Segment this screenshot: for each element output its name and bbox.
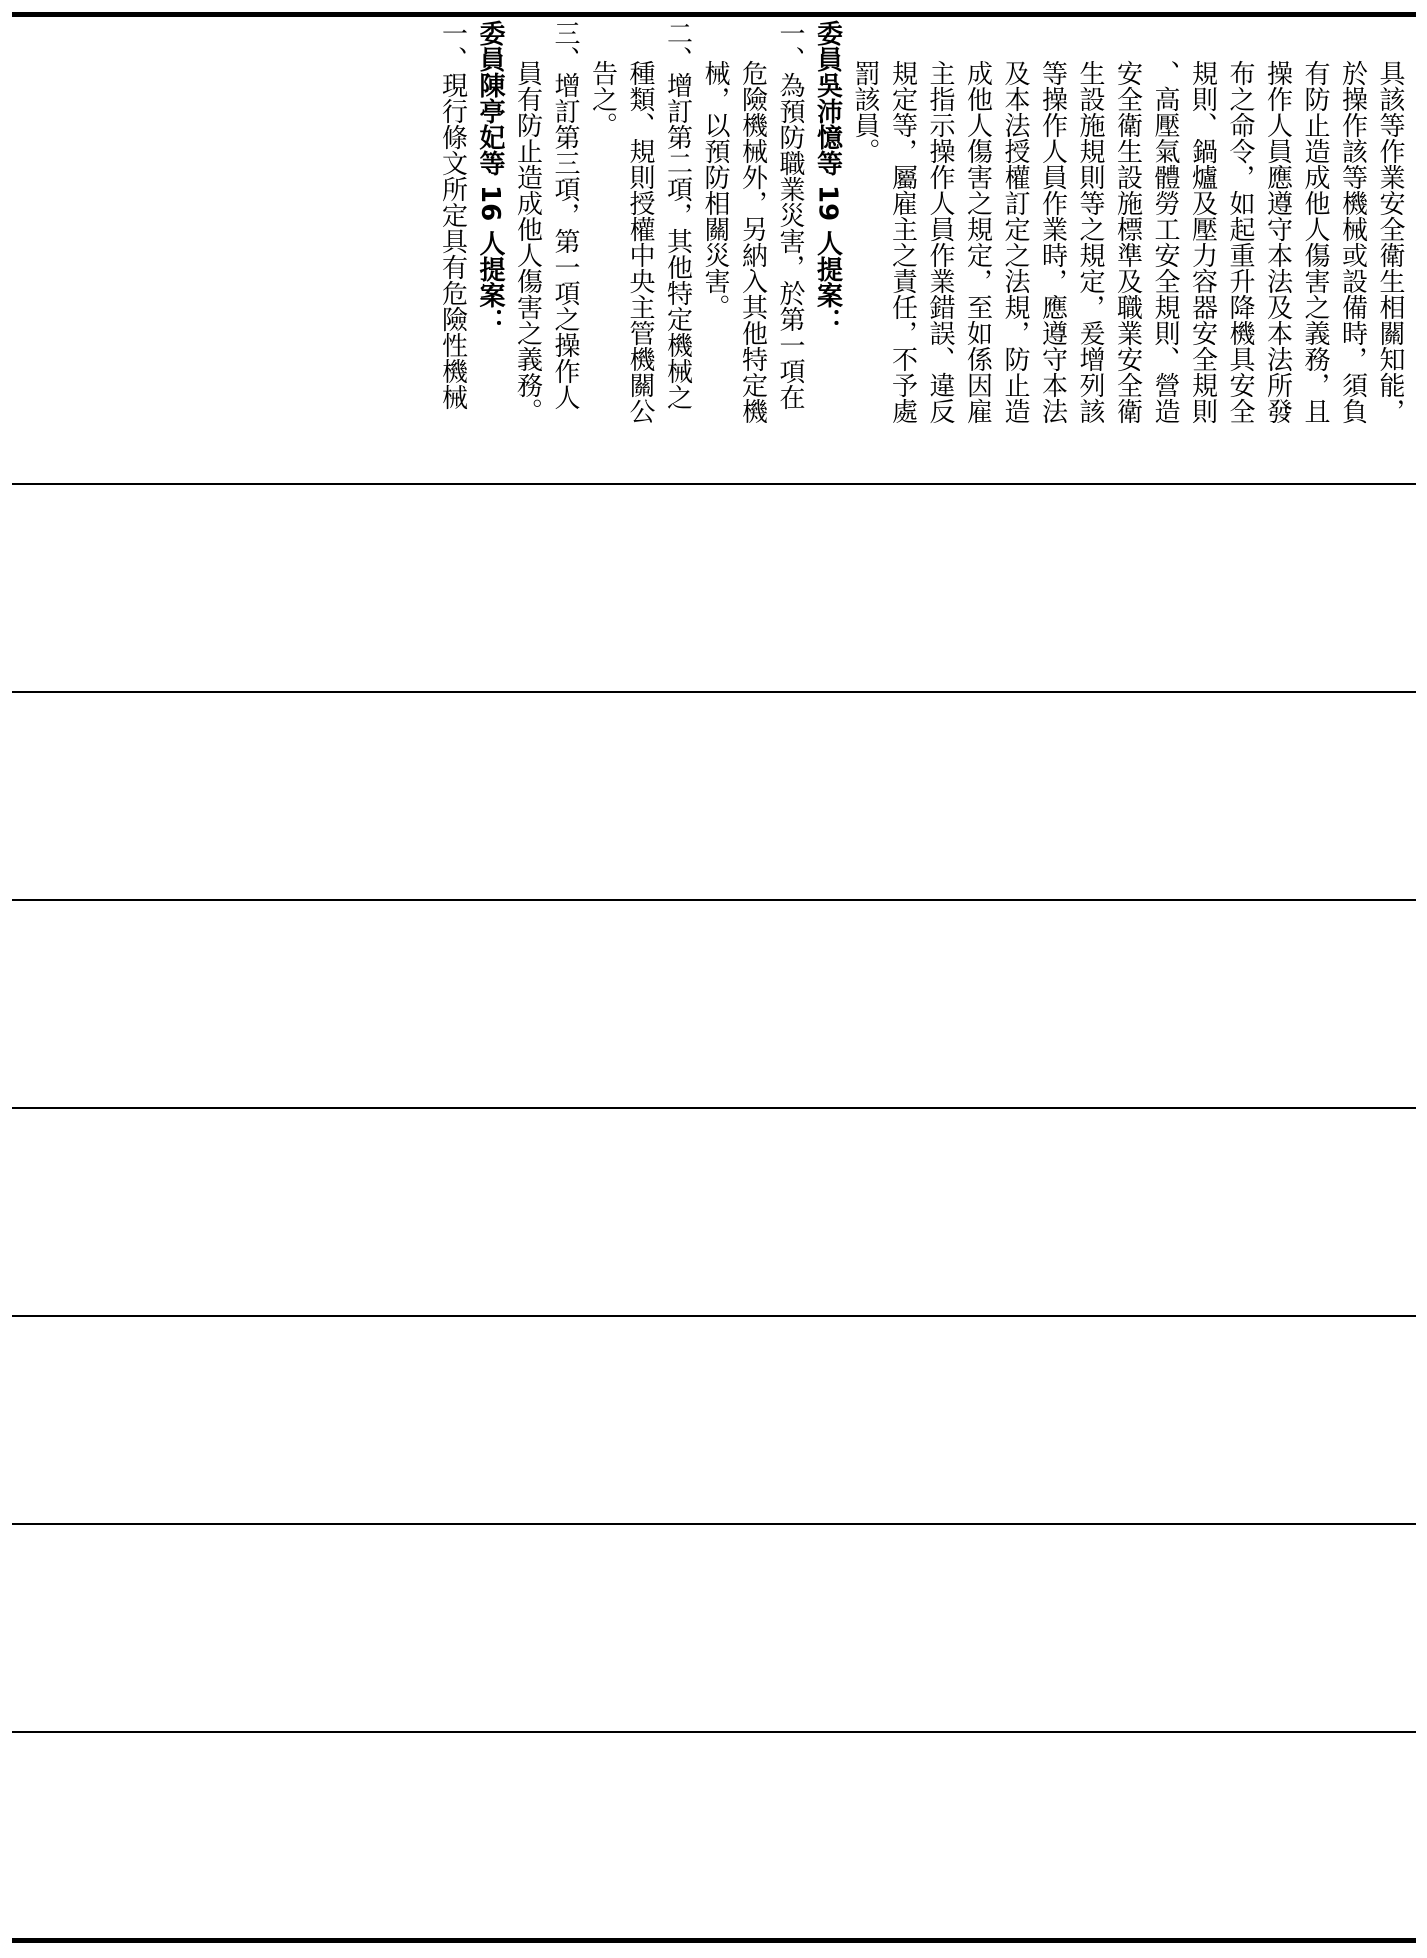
text-line: 告之。	[587, 60, 618, 138]
text-line: 危險機械外，另納入其他特定機	[737, 60, 768, 424]
text-line: 操作人員應遵守本法及本法所發	[1262, 60, 1293, 424]
text-line: 及本法授權訂定之法規，防止造	[1000, 60, 1030, 424]
text-line: 等操作人員作業時，應遵守本法	[1037, 60, 1068, 424]
text-line: 於操作該等機械或設備時，須負	[1337, 60, 1368, 424]
row-divider	[12, 1731, 1416, 1733]
bottom-rule	[12, 1938, 1416, 1943]
text-line: 罰該員。	[850, 60, 880, 164]
row-divider	[12, 899, 1416, 901]
text-line: 有防止造成他人傷害之義務，且	[1300, 60, 1330, 424]
text-line: 二、增訂第二項，其他特定機械之	[662, 20, 693, 410]
row-divider	[12, 1107, 1416, 1109]
row-divider	[12, 1523, 1416, 1525]
text-line: 種類、規則授權中央主管機關公	[625, 60, 655, 424]
text-line: 布之命令，如起重升降機具安全	[1225, 60, 1255, 424]
row-divider	[12, 691, 1416, 693]
text-line: 安全衛生設施標準及職業安全衛	[1112, 60, 1143, 424]
text-line: 具該等作業安全衛生相關知能，	[1375, 60, 1405, 424]
text-line: 一、現行條文所定具有危險性機械	[437, 20, 468, 410]
proposal-heading: 委員陳亭妃等 16 人提案：	[475, 20, 505, 335]
text-line: 三、增訂第三項，第一項之操作人	[550, 20, 580, 410]
text-line: 械，以預防相關災害。	[700, 60, 730, 320]
text-line: 員有防止造成他人傷害之義務。	[512, 60, 543, 424]
proposal-heading: 委員吳沛憶等 19 人提案：	[812, 20, 843, 335]
row-divider	[12, 1315, 1416, 1317]
text-line: 規定等，屬雇主之責任，不予處	[887, 60, 918, 424]
text-line: 主指示操作人員作業錯誤、違反	[925, 60, 955, 424]
row-divider	[12, 483, 1416, 485]
text-line: 成他人傷害之規定，至如係因雇	[962, 60, 993, 424]
explanation-text-block	[24, 20, 1412, 480]
text-columns	[433, 20, 1408, 480]
text-line: 規則、鍋爐及壓力容器安全規則	[1187, 60, 1218, 424]
top-rule	[12, 12, 1416, 17]
text-line: 、高壓氣體勞工安全規則、營造	[1150, 60, 1180, 424]
text-line: 生設施規則等之規定，爰增列該	[1075, 60, 1105, 424]
text-line: 一、為預防職業災害，於第一項在	[775, 20, 805, 410]
